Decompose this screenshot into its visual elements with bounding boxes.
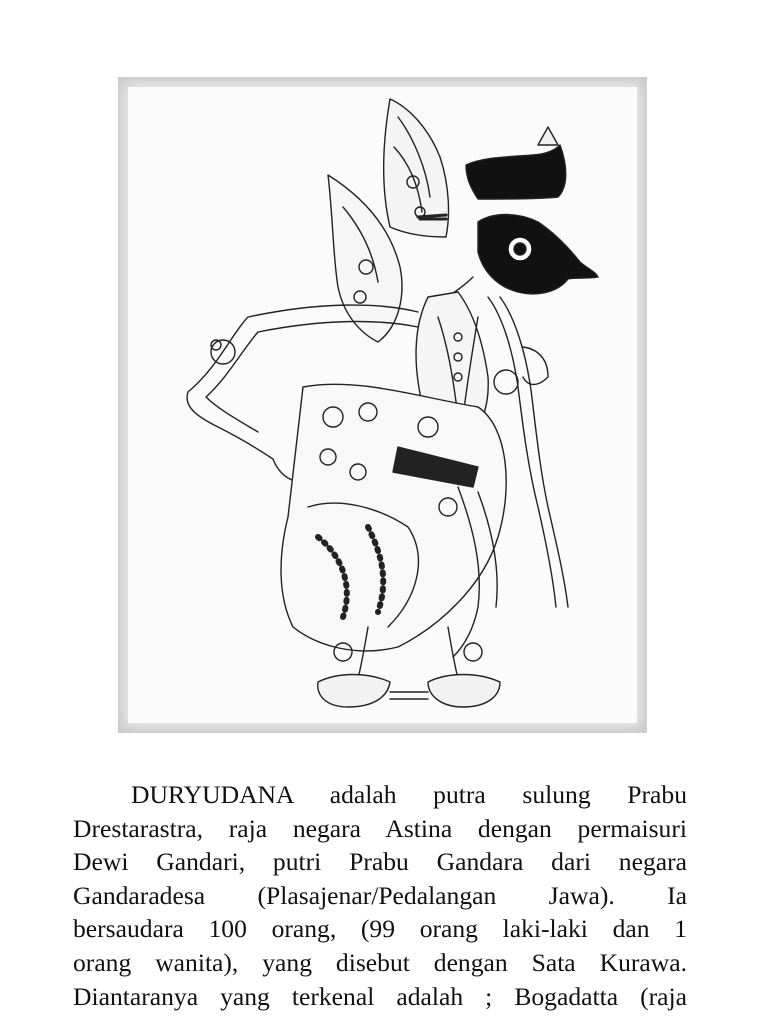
wayang-illustration-frame — [118, 77, 647, 733]
paragraph-line: DURYUDANA adalah putra sulung Prabu — [131, 780, 687, 809]
paragraph-line: orang wanita), yang disebut dengan Sata Kurawa. — [73, 947, 687, 977]
paragraph-line: Diantaranya yang terkenal adalah ; Bogadatta (raja — [73, 981, 687, 1011]
wayang-puppet-icon — [128, 87, 637, 723]
wayang-illustration — [128, 87, 637, 723]
body-paragraph — [73, 778, 687, 1013]
paragraph-line: Drestarastra, raja negara Astina dengan permaisuri — [73, 813, 687, 843]
paragraph-line: Gandaradesa (Plasajenar/Pedalangan Jawa). Ia — [73, 880, 687, 910]
paragraph-line: Dewi Gandari, putri Prabu Gandara dari negara — [73, 847, 687, 877]
paragraph-line: bersaudara 100 orang, (99 orang laki-laki dan 1 — [73, 914, 687, 944]
